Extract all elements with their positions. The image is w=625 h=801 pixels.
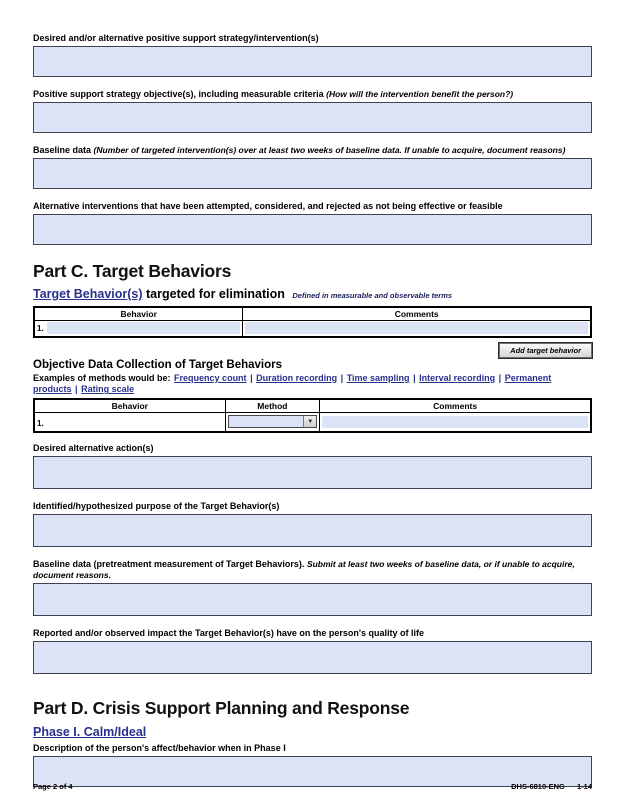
strategy-objectives-input[interactable] bbox=[33, 102, 592, 133]
elimination-comments-input[interactable] bbox=[245, 322, 588, 334]
target-behaviors-subtitle bbox=[33, 287, 592, 303]
data-collection-title: Objective Data Collection of Target Behaviors bbox=[33, 359, 283, 371]
examples-prefix: Examples of methods would be: bbox=[33, 373, 171, 383]
hypothesized-purpose-input[interactable] bbox=[33, 514, 592, 547]
elimination-header-behavior: Behavior bbox=[34, 307, 243, 320]
page-number: Page 2 of 4 bbox=[33, 782, 73, 791]
field-quality-of-life-impact: Reported and/or observed impact the Target Behavior(s) have on the person's quality of life bbox=[33, 628, 592, 674]
method-examples-line: Examples of methods would be: Frequency count | Duration recording | Time sampling | Interval recording | Permanent products | Rating scale bbox=[33, 373, 552, 394]
method-link-time-sampling[interactable]: Time sampling bbox=[346, 373, 410, 383]
method-link-rating-scale[interactable]: Rating scale bbox=[81, 384, 135, 394]
collection-header-comments: Comments bbox=[320, 399, 591, 412]
target-behaviors-note: Defined in measurable and observable terms bbox=[292, 291, 453, 300]
phase-1-heading bbox=[33, 725, 592, 740]
elimination-behavior-input[interactable] bbox=[47, 322, 241, 334]
method-link-frequency-count[interactable]: Frequency count bbox=[174, 373, 247, 383]
elimination-table-header-row bbox=[34, 307, 591, 320]
collection-table-header-row bbox=[34, 399, 591, 412]
dropdown-arrow-icon[interactable]: ▼ bbox=[303, 416, 316, 427]
method-select[interactable] bbox=[228, 415, 318, 428]
field-alternative-interventions bbox=[33, 201, 592, 245]
collection-header-behavior: Behavior bbox=[34, 399, 225, 412]
field-phase1-description: Description of the person's affect/behavior when in Phase I bbox=[33, 743, 592, 787]
row-number: 1. bbox=[37, 323, 44, 333]
target-behaviors-link[interactable]: Target Behavior(s) bbox=[33, 287, 143, 301]
elimination-table-row bbox=[34, 320, 591, 337]
field-strategy-objectives bbox=[33, 89, 592, 133]
add-behavior-row bbox=[33, 340, 592, 355]
method-link-duration-recording[interactable]: Duration recording bbox=[256, 373, 338, 383]
pretreatment-baseline-input[interactable] bbox=[33, 583, 592, 616]
method-link-interval-recording[interactable]: Interval recording bbox=[419, 373, 496, 383]
section-part-d bbox=[33, 698, 592, 787]
page-footer bbox=[33, 782, 592, 791]
collection-table bbox=[33, 398, 592, 433]
form-number: DHS-6810-ENG 1-14 bbox=[511, 782, 592, 791]
field-label-desired-strategy: Desired and/or alternative positive support strategy/intervention(s) bbox=[33, 33, 319, 43]
row-number: 1. bbox=[37, 418, 44, 428]
field-label-alternative-interventions: Alternative interventions that have been attempted, considered, and rejected as not being effective or feasible bbox=[33, 201, 503, 211]
target-behaviors-rest: targeted for elimination bbox=[146, 287, 285, 301]
baseline-data-input[interactable] bbox=[33, 158, 592, 189]
field-label-baseline-data: Baseline data (Number of targeted intervention(s) over at least two weeks of baseline data. If unable to acquire, document reasons) bbox=[33, 145, 566, 155]
field-hypothesized-purpose: Identified/hypothesized purpose of the Target Behavior(s) bbox=[33, 501, 592, 547]
alternative-interventions-input[interactable] bbox=[33, 214, 592, 245]
collection-header-method: Method bbox=[225, 399, 320, 412]
section-part-c bbox=[33, 261, 592, 433]
part-d-title: Part D. Crisis Support Planning and Response bbox=[33, 697, 410, 718]
field-pretreatment-baseline: Baseline data (pretreatment measurement of Target Behaviors). Submit at least two weeks of baseline data, or if unable to acquire, document reasons. bbox=[33, 559, 592, 616]
field-baseline-data bbox=[33, 145, 592, 189]
elimination-header-comments: Comments bbox=[243, 307, 591, 320]
method-select-value[interactable] bbox=[229, 416, 304, 427]
field-label-strategy-objectives: Positive support strategy objective(s), including measurable criteria (How will the intervention benefit the person?) bbox=[33, 89, 514, 99]
desired-alternative-action-input[interactable] bbox=[33, 456, 592, 489]
part-c-title: Part C. Target Behaviors bbox=[33, 261, 232, 281]
collection-table-row bbox=[34, 412, 591, 432]
collection-comments-input[interactable] bbox=[322, 416, 588, 428]
elimination-table bbox=[33, 306, 592, 338]
method-link-permanent-products[interactable]: Permanent products bbox=[33, 373, 552, 394]
field-desired-alternative-action: Desired alternative action(s) bbox=[33, 443, 592, 489]
field-desired-strategy bbox=[33, 33, 592, 77]
quality-of-life-impact-input[interactable] bbox=[33, 641, 592, 674]
add-target-behavior-button[interactable]: Add target behavior bbox=[499, 343, 592, 358]
phase-1-link[interactable]: Phase I. Calm/Ideal bbox=[33, 724, 147, 739]
desired-strategy-input[interactable] bbox=[33, 46, 592, 77]
